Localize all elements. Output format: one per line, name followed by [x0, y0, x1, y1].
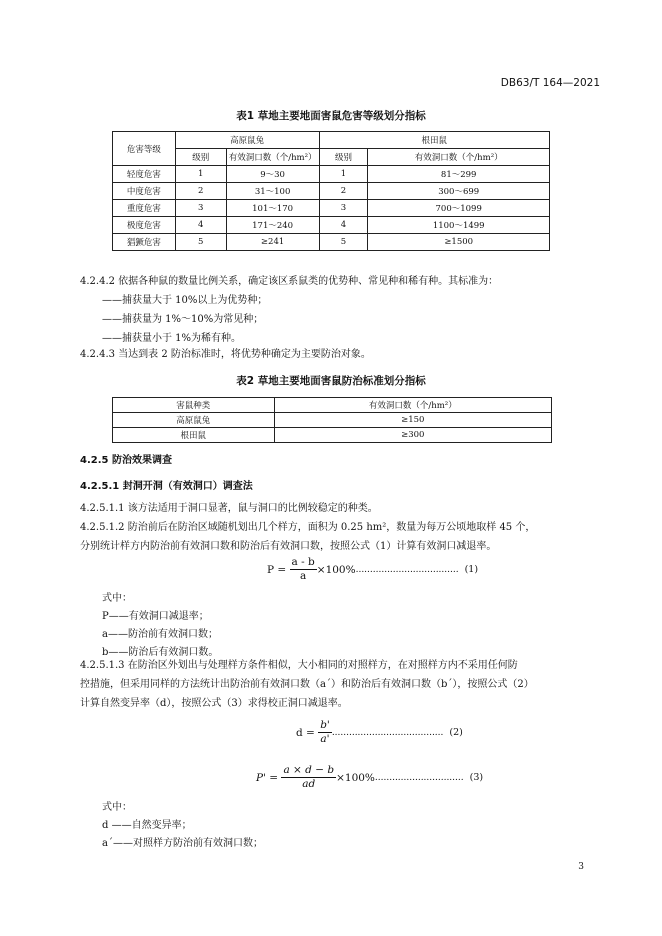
formula-number: (2): [449, 727, 463, 738]
table-cell: 1100～1499: [368, 217, 550, 234]
list-item: ——捕获量小于 1%为稀有种。: [102, 333, 242, 344]
table-cell: 重度危害: [113, 200, 176, 217]
where-title: 式中：: [102, 593, 132, 604]
page-number: 3: [578, 862, 584, 872]
table-row: [113, 200, 550, 217]
fraction-numerator: a - b: [291, 556, 315, 568]
table-cell: 1: [175, 166, 226, 183]
table-cell: 根田鼠: [113, 428, 275, 443]
formula-leader-dots: .......................................: [331, 727, 444, 738]
table-row: [113, 413, 552, 428]
table-cell: 171～240: [226, 217, 319, 234]
formula-lhs: d =: [296, 726, 315, 739]
table1-subheader-grade: 级别: [175, 149, 226, 166]
variable-definition: b——防治后有效洞口数。: [102, 647, 219, 658]
table1-subheader-grade: 级别: [319, 149, 368, 166]
formula-rhs: ×100%: [316, 563, 356, 576]
table-cell: 1: [319, 166, 368, 183]
table-cell: 300～699: [368, 183, 550, 200]
table-cell: 3: [175, 200, 226, 217]
fraction: [290, 556, 317, 583]
variable-definition: d ——自然变异率；: [102, 820, 192, 831]
variable-definition: P——有效洞口减退率；: [102, 611, 209, 622]
formula-2: [296, 719, 463, 746]
paragraph-42511: 4.2.5.1.1 该方法适用于洞口显著，鼠与洞口的比例较稳定的种类。: [80, 503, 378, 514]
table1-subheader-count: 有效洞口数（个/hm²）: [226, 149, 319, 166]
formula-number: (3): [469, 772, 484, 783]
table-cell: 5: [319, 234, 368, 251]
variable-definition: a´——对照样方防治前有效洞口数；: [102, 838, 263, 849]
fraction-numerator: a × d − b: [283, 764, 335, 776]
formula-1: [267, 556, 478, 583]
paragraph-42513-line2: 控措施，但采用同样的方法统计出防治前有效洞口数（a´）和防治后有效洞口数（b´），按照公式（2）: [80, 679, 534, 690]
table2: [112, 397, 552, 443]
table-cell: 2: [319, 183, 368, 200]
table-cell: 31～100: [226, 183, 319, 200]
paragraph-42513-line1: 4.2.5.1.3 在防治区外划出与处理样方条件相似，大小相同的对照样方，在对照样方内不采用任何防: [80, 660, 518, 671]
table-row: [113, 428, 552, 443]
paragraph-42512-line2: 分别统计样方内防治前有效洞口数和防治后有效洞口数，按照公式（1）计算有效洞口减退率。: [80, 541, 497, 552]
table1: [112, 131, 550, 251]
table2-caption: 表2 草地主要地面害鼠防治标准划分指标: [236, 375, 426, 387]
paragraph-4243: 4.2.4.3 当达到表 2 防治标准时，将优势种确定为主要防治对象。: [80, 349, 371, 360]
table-cell: 4: [319, 217, 368, 234]
formula-leader-dots: ...............................: [374, 772, 464, 783]
table1-subheader-count: 有效洞口数（个/hm²）: [368, 149, 550, 166]
fraction-denominator: a': [320, 733, 330, 745]
paragraph-42513-line3: 计算自然变异率（d），按照公式（3）求得校正洞口减退率。: [80, 698, 348, 709]
table-cell: 101～170: [226, 200, 319, 217]
where-title: 式中：: [102, 802, 132, 813]
section-heading-4251: 4.2.5.1 封洞开洞（有效洞口）调查法: [80, 481, 253, 492]
fraction: [281, 764, 336, 791]
table-cell: 700～1099: [368, 200, 550, 217]
list-item: ——捕获量为 1%～10%为常见种；: [102, 314, 264, 325]
table-cell: ≥1500: [368, 234, 550, 251]
table-cell: 4: [175, 217, 226, 234]
table-row: [113, 234, 550, 251]
table-cell: ≥300: [274, 428, 551, 443]
formula-lhs: P' =: [256, 771, 279, 784]
table1-header-group2: 根田鼠: [319, 132, 549, 149]
table-row: [113, 183, 550, 200]
table-row: [113, 217, 550, 234]
formula-lhs: P =: [267, 563, 287, 576]
table-cell: ≥150: [274, 413, 551, 428]
table1-header-level: 危害等级: [113, 132, 176, 166]
fraction: [318, 719, 332, 746]
table-cell: 轻度危害: [113, 166, 176, 183]
table2-header-count: 有效洞口数（个/hm²）: [274, 398, 551, 413]
formula-rhs: ×100%: [336, 771, 375, 784]
document-id: DB63/T 164—2021: [500, 77, 600, 89]
table-cell: 中度危害: [113, 183, 176, 200]
table-cell: 81～299: [368, 166, 550, 183]
formula-number: (1): [464, 564, 479, 575]
fraction-denominator: a: [300, 570, 307, 582]
table1-caption: 表1 草地主要地面害鼠危害等级划分指标: [236, 110, 426, 122]
table-row: [113, 166, 550, 183]
fraction-numerator: b': [320, 719, 330, 731]
formula-3: [256, 764, 483, 791]
paragraph-4242: 4.2.4.2 依据各种鼠的数量比例关系，确定该区系鼠类的优势种、常见种和稀有种。其标准为：: [80, 276, 499, 287]
table-cell: 9～30: [226, 166, 319, 183]
variable-definition: a——防治前有效洞口数；: [102, 629, 218, 640]
table-cell: 猖獗危害: [113, 234, 176, 251]
table2-header-species: 害鼠种类: [113, 398, 275, 413]
fraction-denominator: ad: [302, 778, 316, 790]
paragraph-42512-line1: 4.2.5.1.2 防治前后在防治区域随机划出几个样方，面积为 0.25 hm²，数量为每万公顷地取样 45 个，: [80, 522, 536, 533]
list-item: ——捕获量大于 10%以上为优势种；: [102, 295, 268, 306]
section-heading-425: 4.2.5 防治效果调查: [80, 455, 172, 466]
table-cell: 极度危害: [113, 217, 176, 234]
table-cell: 2: [175, 183, 226, 200]
table-cell: 3: [319, 200, 368, 217]
formula-leader-dots: ....................................: [355, 564, 459, 575]
table1-header-group1: 高原鼠兔: [175, 132, 319, 149]
table-cell: ≥241: [226, 234, 319, 251]
table-cell: 高原鼠兔: [113, 413, 275, 428]
table-cell: 5: [175, 234, 226, 251]
